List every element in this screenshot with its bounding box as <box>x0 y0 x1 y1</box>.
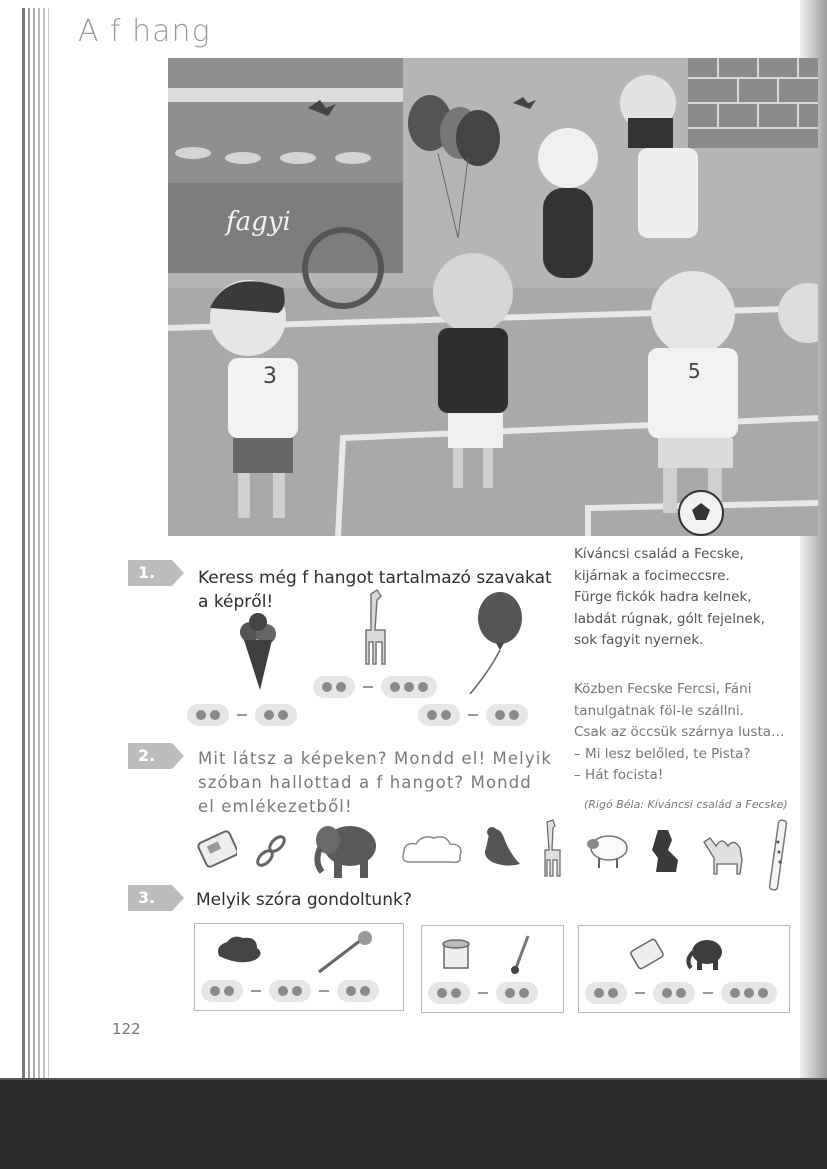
giraffe-icon <box>537 818 567 878</box>
shirt-number-right: 5 <box>688 359 701 383</box>
task2-picture-row <box>195 818 795 892</box>
poem-line: – Hát focista! <box>574 767 664 783</box>
poem-line: Csak az öccsük szárnya lusta… <box>574 724 785 740</box>
task-number-badge: 2. <box>128 743 172 769</box>
page-number: 122 <box>112 1020 141 1038</box>
poem-line: – Mi lesz belőled, te Pista? <box>574 745 751 762</box>
cloud-icon <box>400 834 466 868</box>
poem-line: tanulgatnak föl-le szállni. <box>574 702 744 719</box>
poem-line: Fürge fickók hadra kelnek, <box>574 589 752 605</box>
poem-stanza-1 <box>574 544 814 652</box>
dog-icon <box>650 824 684 876</box>
page-edge <box>38 8 40 1088</box>
page-edge <box>43 8 45 1088</box>
page-edge <box>48 8 49 1088</box>
task2-instruction: Mit látsz a képeken? Mondd el! Melyik szóban hallottad a f hangot? Mondd el emlékezetből! <box>198 749 553 816</box>
task-number-badge: 1. <box>128 560 172 586</box>
chain-icon <box>253 830 289 870</box>
phone-icon <box>195 828 237 872</box>
shirt-number-left: 3 <box>263 364 277 389</box>
syllable-dots <box>585 982 777 1004</box>
illustration <box>168 58 818 536</box>
poem-line: Közben Fecske Fercsi, Fáni <box>574 681 752 697</box>
balloon-icon <box>460 590 530 700</box>
poem-line: sok fagyit nyernek. <box>574 632 704 648</box>
syllable-dots-balloon <box>418 704 528 726</box>
page-edge <box>22 8 25 1088</box>
fagyi-sign: fagyi <box>226 207 291 237</box>
poem-line: labdát rúgnak, gólt fejelnek, <box>574 610 765 627</box>
stain-icon <box>213 932 269 966</box>
camel-icon <box>700 832 748 876</box>
flute-icon <box>765 818 791 892</box>
riddle-box-2 <box>421 925 564 1013</box>
syllable-dots-giraffe <box>313 676 437 698</box>
phone-icon <box>627 936 667 974</box>
scan-dark-border <box>0 1080 827 1169</box>
task-number-badge: 3. <box>128 885 172 911</box>
poem-line: Kíváncsi család a Fecske, <box>574 546 744 562</box>
poem-line: kijárnak a focimeccsre. <box>574 567 730 584</box>
pot-icon <box>440 936 472 970</box>
syllable-dots <box>428 982 538 1004</box>
ice-cream-icon <box>238 612 278 692</box>
page-edge <box>28 8 30 1088</box>
syllable-dots-ice-cream <box>187 704 297 726</box>
page-title: A f hang <box>78 14 211 49</box>
giraffe-icon <box>355 588 395 668</box>
sheep-icon <box>585 830 631 870</box>
task3-instruction: Melyik szóra gondoltunk? <box>196 890 412 910</box>
page-edge <box>33 8 35 1088</box>
riddle-box-1 <box>194 923 404 1011</box>
park-scene-illustration <box>168 58 818 536</box>
task1-instruction: Keress még f hangot tartalmazó szavakat a képről! <box>198 568 552 612</box>
elephant-icon <box>310 818 380 880</box>
poem-credit: (Rigó Béla: Kíváncsi család a Fecske) <box>584 798 788 811</box>
spoon-icon <box>313 928 377 976</box>
syllable-dots <box>201 980 379 1002</box>
poem-stanza-2 <box>574 679 814 787</box>
seal-icon <box>478 824 524 874</box>
thermometer-icon <box>508 932 536 976</box>
mammoth-icon <box>683 936 725 972</box>
riddle-box-3 <box>578 925 790 1013</box>
